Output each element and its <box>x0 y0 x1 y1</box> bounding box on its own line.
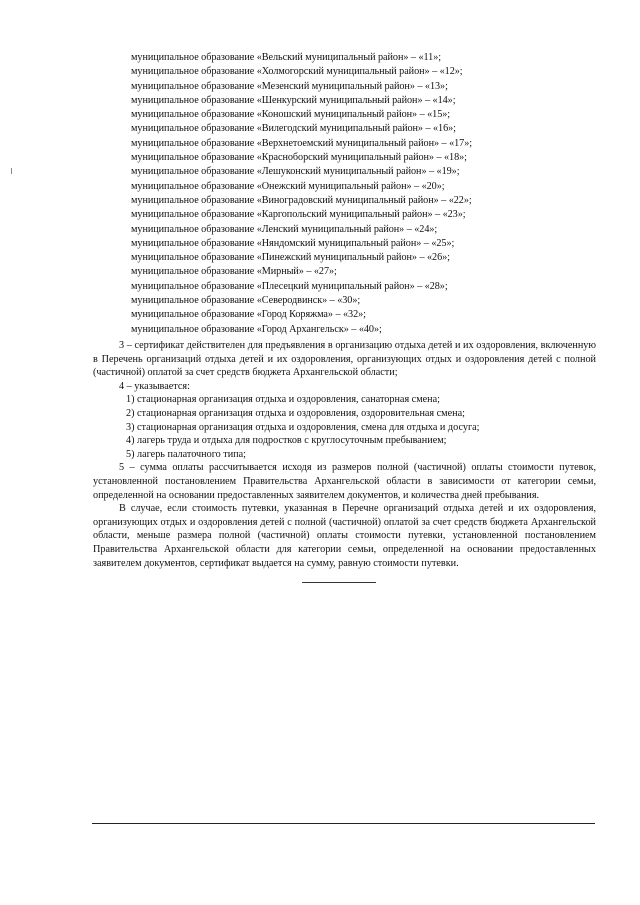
list-item: муниципальное образование «Город Архангельск» – «40»; <box>131 323 382 335</box>
list-item: муниципальное образование «Вельский муниципальный район» – «11»; <box>131 52 442 63</box>
list-item: муниципальное образование «Ленский муниципальный район» – «24»; <box>131 223 438 235</box>
footnotes-body <box>93 339 596 570</box>
camp-type-item: 2) стационарная организация отдыха и оздоровления, оздоровительная смена; <box>126 407 465 419</box>
list-item: муниципальное образование «Вилегодский муниципальный район» – «16»; <box>131 123 456 135</box>
list-item: муниципальное образование «Пинежский муниципальный район» – «26»; <box>131 252 450 264</box>
list-item: муниципальное образование «Каргопольский муниципальный район» – «23»; <box>131 209 466 221</box>
footnote-5: 5 – сумма оплаты рассчитывается исходя из размеров полной (частичной) оплаты стоимости путевок, установленной постановлением Правительства Архангельской области в зависимости от категории семьи, определенной на основании предоставленных заявителем документов, и количества дней пребывания. <box>93 462 596 501</box>
footer-rule <box>92 823 595 824</box>
list-item: муниципальное образование «Виноградовский муниципальный район» – «22»; <box>131 194 472 206</box>
closing-paragraph: В случае, если стоимость путевки, указанная в Перечне организаций отдыха детей и их оздоровления, организующих отдых и оздоровления детей с полной (частичной) оплатой за счет средств бюджета Архангельской области, меньше размера полной (частичной) оплаты стоимости путевки, установленной постановлением Правительства Архангельской области для категории семьи, определенной на основании предоставленных заявителем документов, сертификат выдается на сумму, равную стоимости путевки. <box>93 503 596 569</box>
scan-margin-mark <box>11 168 12 174</box>
camp-type-item: 4) лагерь труда и отдыха для подростков с круглосуточным пребыванием; <box>126 435 447 447</box>
list-item: муниципальное образование «Плесецкий муниципальный район» – «28»; <box>131 280 448 292</box>
municipality-code-list <box>131 51 551 337</box>
list-item: муниципальное образование «Коношский муниципальный район» – «15»; <box>131 109 451 121</box>
list-item: муниципальное образование «Няндомский муниципальный район» – «25»; <box>131 237 455 249</box>
list-item: муниципальное образование «Мезенский муниципальный район» – «13»; <box>131 80 448 92</box>
list-item: муниципальное образование «Верхнетоемский муниципальный район» – «17»; <box>131 137 473 149</box>
footnote-4-intro: 4 – указывается: <box>119 380 190 392</box>
list-item: муниципальное образование «Лешуконский муниципальный район» – «19»; <box>131 166 460 178</box>
list-item: муниципальное образование «Город Коряжма» – «32»; <box>131 309 366 321</box>
camp-type-item: 3) стационарная организация отдыха и оздоровления, смена для отдыха и досуга; <box>126 421 480 433</box>
list-item: муниципальное образование «Северодвинск» – «30»; <box>131 295 361 307</box>
footnote-3: 3 – сертификат действителен для предъявления в организацию отдыха детей и их оздоровления, включенную в Перечень организаций отдыха детей и их оздоровления, организующих отдых и оздоровления детей с полной (частичной) оплатой за счет средств бюджета Архангельской области; <box>93 340 596 379</box>
list-item: муниципальное образование «Красноборский муниципальный район» – «18»; <box>131 152 467 164</box>
camp-type-item: 1) стационарная организация отдыха и оздоровления, санаторная смена; <box>126 394 440 406</box>
list-item: муниципальное образование «Мирный» – «27»; <box>131 266 337 278</box>
list-item: муниципальное образование «Холмогорский муниципальный район» – «12»; <box>131 66 463 78</box>
list-item: муниципальное образование «Онежский муниципальный район» – «20»; <box>131 180 445 192</box>
end-separator-line <box>302 582 376 583</box>
list-item: муниципальное образование «Шенкурский муниципальный район» – «14»; <box>131 94 456 106</box>
camp-type-item: 5) лагерь палаточного типа; <box>126 448 246 460</box>
